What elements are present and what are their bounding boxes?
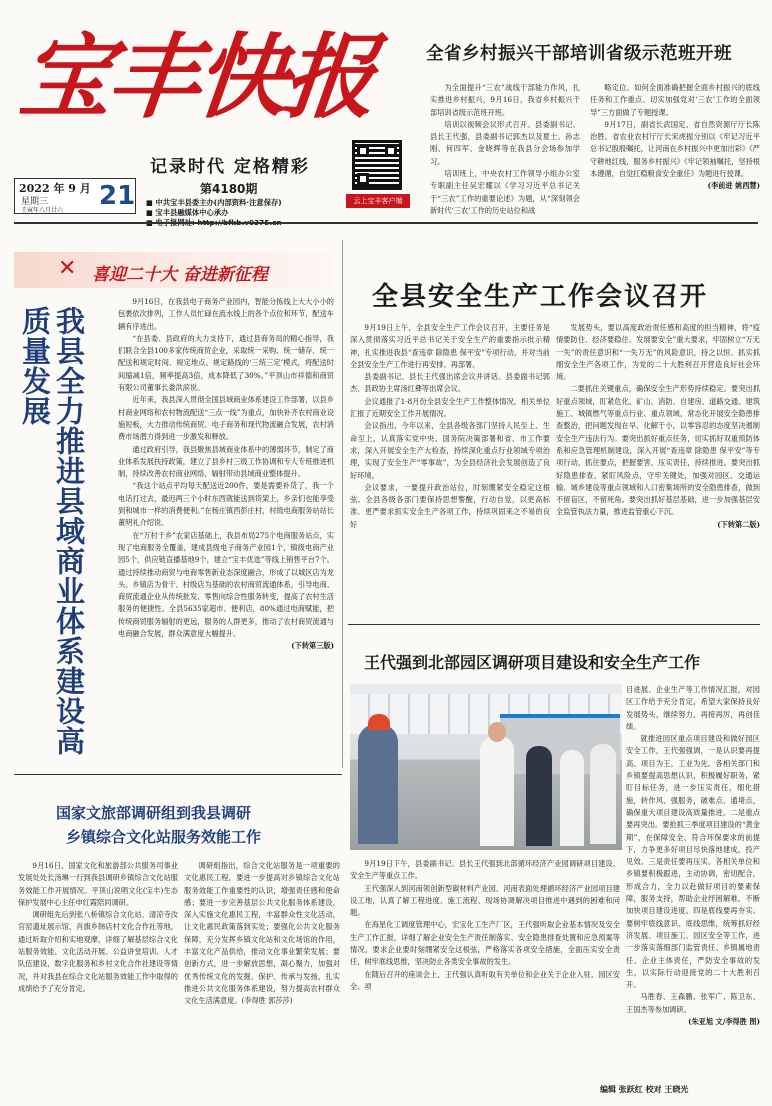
paragraph: 马胜春、王森鹏、张军广、陈卫东、王国杰等参加调研。 (626, 992, 760, 1014)
culture-col1 (18, 860, 178, 1080)
paragraph: 县委副书记、县长王代强出席会议并讲话。县委副书记郭杰、县政协主席汤红彝等出席会议。 (350, 372, 550, 394)
continued-note: (下转第三版) (291, 641, 334, 651)
safety-col1 (350, 322, 550, 622)
date-block (14, 178, 136, 214)
paragraph: 9月17日，副省长武国定、省自然资源厅厅长陈治胜、省农业农村厅厅长宋虎振分别以《牢记习近平总书记殷殷嘱托，让河南在乡村振兴中更加出彩》《严守耕地红线，服务乡村振兴》《牢记领袖嘱托，坚持根本遵循，自觉扛稳粮食安全重任》为题进行授课。 (590, 119, 760, 179)
qr-caption: 云上宝丰客户端 (346, 194, 410, 208)
culture-headline-line2: 乡镇综合文化站服务效能工作 (66, 828, 262, 846)
paragraph: 调研组指出，综合文化站服务是一项重要的文化惠民工程，要进一步提高对乡镇综合文化站服务效能工作重要性的认识，增强责任感和使命感；要进一步完善基层公共文化服务体系建设，深入实施文化惠民工程，丰富群众性文化活动，让文化惠民政策落到实处；要强化公共文化服务保障，充分发挥乡镇文化站和文化场馆的作用，丰富文化产品供给，推动文化事业繁荣发展；要创新方式，进一步解放思想，凝心聚力，加强对优秀传统文化的发掘、保护、传承与发扬，扎实推进公共文化服务体系建设，努力提高农村群众文化生活满意度。(李得胜 郭莎莎) (184, 861, 340, 1006)
footer-editors: 编辑 张跃红 校对 王晓光 (600, 1084, 689, 1094)
column-rule (342, 240, 343, 768)
paragraph: 培训班上，中央农村工作领导小组办公室专职副主任吴宏耀以《学习习近平总书记关于“三农”工作的重要论述》为题，从“深刻领会新时代‘三农’工作的历史站位和战 (430, 169, 580, 215)
inspection-photo (350, 684, 622, 850)
culture-headline-line1: 国家文旅部调研组到我县调研 (56, 804, 252, 822)
paragraph: 9月16日，在我县电子商务产业园内，智能分拣线上大大小小的包裹依次排列，工作人员忙碌在流水线上的各个点位和环节，配送车辆有序进出。 (118, 297, 334, 331)
date-line: 2022 年 9 月 (19, 182, 91, 195)
paragraph: 王代强深入到河南领创新型碳材料产业园、河南表面处理循环经济产业园项目建设工地，认真了解工程进度、施工流程、现场协调解决项目推进中遇到的困难和问题。 (350, 883, 620, 918)
banner-text: 喜迎二十大 奋进新征程 (92, 265, 268, 285)
divider (348, 624, 760, 625)
safety-col2 (556, 322, 760, 622)
inspection-headline: 王代强到北部园区调研项目建设和安全生产工作 (364, 653, 701, 672)
star-icon: ✕ (58, 256, 77, 281)
inspection-bottom-col (350, 858, 620, 1076)
paragraph: 调研组先后到张八桥镇综合文化站、清凉寺汝官窑遗址展示馆、肖旗乡韩店村文化合作社等地，通过听取介绍和实地观摩，详细了解基层综合文化站服务效能、文化活动开展、公益讲堂培训、人才队伍建设，数字化服务和乡村文化合作社建设等情况，并对我县在综合文化站服务效能工作中取得的成绩给予了充分肯定。 (18, 910, 178, 993)
lunar-date: 壬寅年八月廿六 (21, 207, 64, 214)
paragraph: 为全面提升“三农”战线干部能力作风，扎实推进乡村振兴，9月16日，我省乡村振兴干部培训省级示范班开班。 (430, 83, 580, 117)
top-article-col1 (430, 82, 580, 222)
paragraph: 在海星化工调度管理中心，宏宝化工生产厂区，王代强听取企业基本情况及安全生产工作汇报，详细了解企业安全生产责任制落实、安全隐患排查处置和应急预案等情况，要求企业要时刻绷紧安全这根弦，严格落实各项安全措施，全面压实安全责任，树牢底线思维，坚决防止各类安全事故的发生。 (350, 920, 620, 967)
paragraph: 9月16日，国家文化和旅游部公共服务司事业发展处处长汤琳一行到我县调研乡镇综合文化站服务效能工作开展情况。平顶山说唱文化(宝丰)生态保护发展中心主任申红霞陪同调研。 (18, 861, 178, 907)
paragraph: 通过政府引导，我县聚焦县域商业体系中的薄弱环节，制定了商业体系发展扶持政策，建立了县乡村三级工作协调和专人专班推进机制，持续改善农村商业网络，辐射带动县域商业整体提升。 (118, 444, 334, 479)
paragraph: 会议指出，今年以来，全县各级各部门坚持人民至上、生命至上，认真落实党中央、国务院决策部署和省、市工作要求，深入开展安全生产大检查，持续深化重点行业领域专项治理，实现了安全生产“零事故”，为全县经济社会发展创造了良好环境。 (350, 421, 550, 480)
top-article-col2 (590, 82, 760, 222)
paragraph: 近年来，我县深入贯彻全国县域商业体系建设工作部署，以县乡村商业网络和农村物流配送“三点一线”为重点，加快补齐农村商业设施短板，大力推动传统商贸、电子商务和现代物流融合发展，农村消费市场潜力得到进一步激发和释放。 (118, 395, 334, 442)
paragraph: 二要抓住关键重点，确保安全生产形势持续稳定。要突出抓好重点领域，盯紧危化、矿山、消防、自建房、道路交通、建筑施工、城镇燃气等重点行业、重点领域，常态化开展安全隐患排查整治，把问题发现在早、化解于小，以零容忍的态度坚决遏制安全生产违法行为。要突出抓好重点任务，切实抓好双重预防体系和应急管理机制建设，深入开展“查违章 除隐患 保平安”等专项行动，抓住要点，把握要害，压实责任，持续推进。要突出抓好隐患排查，紧盯风险点，守牢关键处，加强对园区、交通运输、城乡建设等重点领域和人口密集场所的安全隐患排查，做到不留盲区，不留死角。要突出抓好基层基础，进一步加强基层安全监管执法力量，推进监管重心下沉。 (556, 384, 760, 517)
weekday: 星期三 (21, 197, 49, 207)
paragraph: 发展势头，要以高度政治责任感和高度的担当精神，将“疫情要防住、经济要稳住、发展要安全”重大要求，牢固树立“万无一失”的责任意识和“一失万无”的风险意识，持之以恒、抓实抓细安全生产各项工作，为党的二十大胜利召开营造良好社会环境。 (556, 323, 760, 382)
masthead-slogan: 记录时代 定格精彩 (150, 157, 310, 177)
paragraph: 在“万村千乡”农家店基础上，我县布局275个电商服务站点，实现了电商服务全覆盖，建成县级电子商务产业园1个，镇级电商产业园5个，供应链直播基地9个，建立“宝丰优选”等线上销售平台7个。通过持续推动商贸与电商零售新业态深度融合，形成了以城区店为龙头、乡镇店为骨干、村级店为基础的农村商贸流通体系，引导电商、商贸流通企业从传统批发、零售向综合性服务转变，提高了农村生活服务的便捷性。全县5635家超市、便利店，80%通过电商赋能，把传统商贸服务辐射的更远，服务的人群更多，推动了农村商贸流通与电商融合发展，群众满意度大幅提升。 (118, 530, 334, 639)
paragraph: 9月19日上午，全县安全生产工作会议召开，主要任务是深入贯彻落实习近平总书记关于安全生产的重要指示批示精神，扎实推进我县“查违章 除隐患 保平安”专项行动，并对当前全县安全生产工作进行再安排、再部署。 (350, 323, 550, 369)
top-article-headline: 全省乡村振兴干部培训省级示范班开班 (426, 44, 732, 64)
paragraph: 就推进园区重点项目建设和做好园区安全工作，王代强强调，一是认识要再提高。项目为王，工业为先。各相关部门和乡镇要提高思想认识，积极履好职务，紧盯目标任务，进一步压实责任，细化措施，转作风、强服务，破难点、通堵点，确保重大项目建设高质量推进。二是重点要再突出。要抢抓三季度项目建设的“黄金期”，在保障安全、符合环保要求的前提下，力争更多好项目尽快落地建成，投产见效。三是责任要再压实。各相关单位和乡镇要积极跟进，主动协调，密切配合，形成合力，全力以赴做好项目的要素保障，服务支持，帮助企业纾困解难，不断加快项目建设进度。四是底线要再夯实。要树牢底线意识、底线思维，统筹抓好经济发展、项目施工、园区安全等工作，进一步落实落细部门监管责任、乡镇属地责任、企业主体责任，严防安全事故的发生，以实际行动迎接党的二十大胜利召开。 (626, 734, 760, 990)
issue-number: 第4180期 (200, 182, 258, 196)
paragraph: “我这个站点平均每天配送近200件，要是需要补货了，我一个电话打过去，最迟两三个小时东西就能送到货架上，乡亲们也能享受到和城市一样的消费便利。”在杨庄镇西彭庄村，村级电商服务站站长董明礼介绍说。 (118, 481, 334, 528)
publisher-line: ■ 宝丰县融媒体中心承办 (146, 208, 229, 217)
safety-headline: 全县安全生产工作会议召开 (372, 282, 709, 312)
paragraph: 会议要求，一要提升政治站位，时刻绷紧安全稳定这根弦。全县各级各部门要保持思想警醒，行动自觉，以更高标准、更严要求抓实安全生产各项工作，持续巩固来之不易的良好 (350, 482, 550, 529)
commerce-headline: 我县全力推进县域商业体系建设高质量发展 (18, 306, 86, 756)
masthead-title: 宝丰快报 (14, 23, 378, 131)
continued-note: (下转第二版) (717, 519, 760, 529)
paragraph: 在随后召开的座谈会上，王代强认真听取有关单位和企业关于企业入驻、园区安全、项 (350, 969, 620, 991)
paragraph: “在县委、县政府的大力支持下，通过县商务局的精心指导，我们联合全县100多家传统商贸企业，采取统一采购、统一储存、统一配送和规定时间、规定地点、规定路线的‘三统三定’模式，将配送时间缩减1倍，频率提高3倍，成本降低了30%。”平顶山市祥德和商贸有限公司董事长娄洪滨说。 (118, 333, 334, 393)
day-number: 21 (99, 181, 136, 211)
divider (14, 774, 342, 775)
paragraph: 培训以视频会议形式召开。县委副书记、县长王代强，县委副书记郭杰以及夏士、孙志刚、何四军、金晓辉等在我县分会场参加学习。 (430, 119, 580, 166)
inspection-right-col (626, 684, 760, 1074)
paragraph: 目进展、企业生产等工作情况汇报，对园区工作给予充分肯定，希望大家保持良好发展势头，继续努力，再接再厉，再创佳绩。 (626, 685, 760, 731)
banner (14, 252, 332, 288)
paragraph: 略定位、如何全面准确把握全面乡村振兴的底线任务和工作重点、切实加强党对‘三农’工作的全面领导”三方面做了专题授课。 (590, 83, 760, 117)
commerce-body (118, 296, 334, 774)
qr-code (352, 140, 402, 190)
paragraph: 会议通报了1-8月份全县安全生产工作整体情况，相关单位汇报了近期安全工作开展情况。 (350, 396, 550, 419)
divider (14, 222, 758, 224)
byline: (李前进 姚西慧) (707, 181, 760, 191)
publisher-line: ■ 中共宝丰县委主办(内部资料·注意保存) (146, 198, 282, 207)
credit: (朱亚旭 文/李得胜 图) (688, 1017, 760, 1027)
culture-col2 (184, 860, 340, 1080)
paragraph: 9月19日下午，县委副书记、县长王代强到北部循环经济产业园调研项目建设、安全生产等重点工作。 (350, 859, 620, 881)
